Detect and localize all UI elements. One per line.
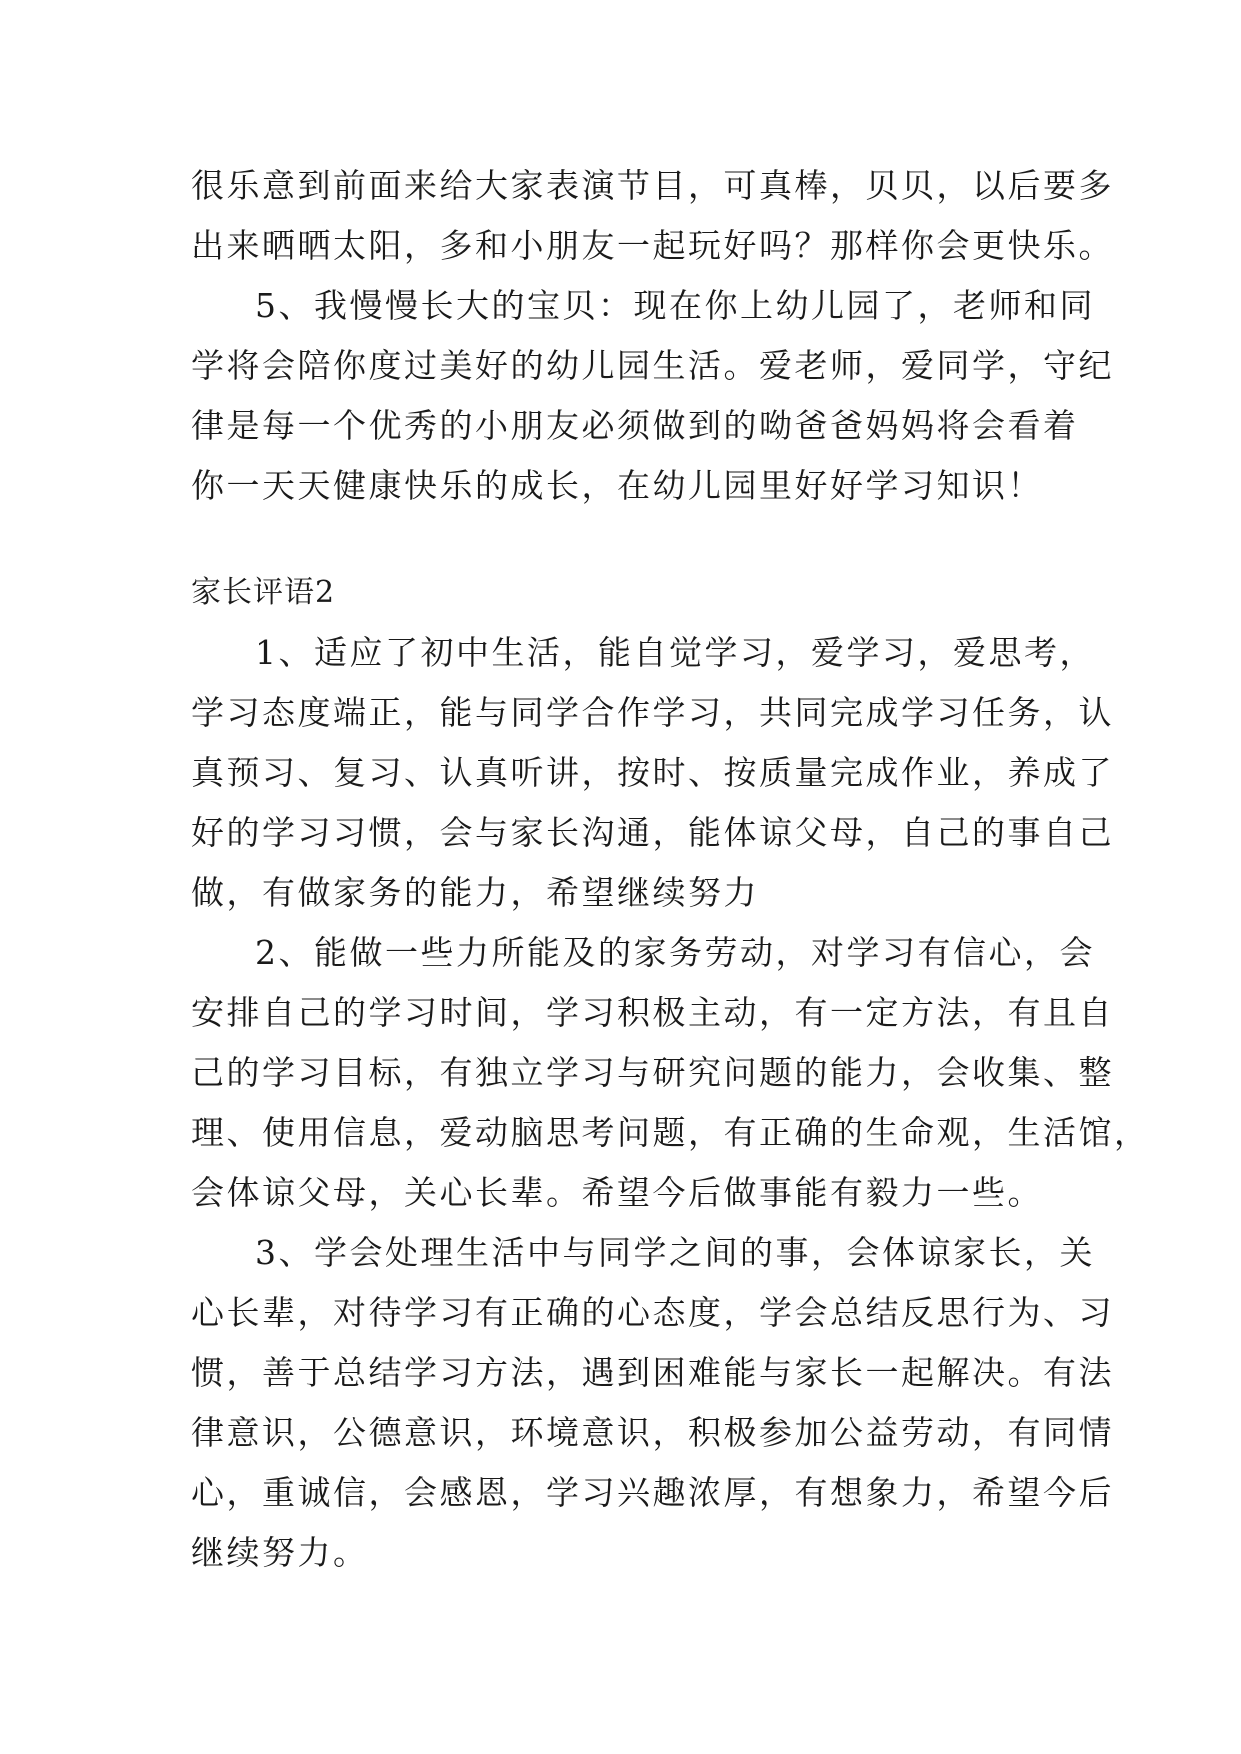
paragraph-line: 学将会陪你度过美好的幼儿园生活。爱老师，爱同学，守纪 [191,346,1114,385]
paragraph-line: 心长辈，对待学习有正确的心态度，学会总结反思行为、习 [191,1293,1114,1332]
paragraph-line: 律意识，公德意识，环境意识，积极参加公益劳动，有同情 [191,1413,1114,1452]
paragraph-line: 很乐意到前面来给大家表演节目，可真棒，贝贝，以后要多 [191,166,1114,205]
paragraph-line: 安排自己的学习时间，学习积极主动，有一定方法，有且自 [191,993,1114,1032]
section-heading: 家长评语2 [191,575,336,610]
paragraph-line: 惯，善于总结学习方法，遇到困难能与家长一起解决。有法 [191,1353,1114,1392]
paragraph-line: 你一天天健康快乐的成长，在幼儿园里好好学习知识！ [191,466,1043,505]
paragraph-line: 律是每一个优秀的小朋友必须做到的呦爸爸妈妈将会看着 [191,406,1079,445]
paragraph-line: 1、适应了初中生活，能自觉学习，爱学习，爱思考， [255,633,1095,672]
paragraph-line: 2、能做一些力所能及的家务劳动，对学习有信心，会 [255,933,1095,972]
paragraph-line: 理、使用信息，爱动脑思考问题，有正确的生命观，生活馆， [191,1113,1150,1152]
section-item-3-paragraph [191,1223,1114,1583]
paragraph-line: 3、学会处理生活中与同学之间的事，会体谅家长，关 [255,1233,1095,1272]
paragraph-line: 真预习、复习、认真听讲，按时、按质量完成作业，养成了 [191,753,1114,792]
paragraph-line: 5、我慢慢长大的宝贝：现在你上幼儿园了，老师和同 [255,286,1095,325]
paragraph-line: 做，有做家务的能力，希望继续努力 [191,873,759,912]
section-item-2-paragraph [191,923,1150,1223]
intro-paragraph [191,156,1114,276]
paragraph-line: 学习态度端正，能与同学合作学习，共同完成学习任务，认 [191,693,1114,732]
paragraph-line: 好的学习习惯，会与家长沟通，能体谅父母，自己的事自己 [191,813,1114,852]
section-item-1-paragraph [191,623,1114,923]
paragraph-line: 己的学习目标，有独立学习与研究问题的能力，会收集、整 [191,1053,1114,1092]
item-5-paragraph [191,276,1114,516]
paragraph-line: 继续努力。 [191,1533,369,1572]
document-body [191,156,1150,1583]
paragraph-line: 出来晒晒太阳，多和小朋友一起玩好吗？那样你会更快乐。 [191,226,1114,265]
section-spacer [191,516,1051,563]
paragraph-line: 心，重诚信，会感恩，学习兴趣浓厚，有想象力，希望今后 [191,1473,1114,1512]
paragraph-line: 会体谅父母，关心长辈。希望今后做事能有毅力一些。 [191,1173,1043,1212]
